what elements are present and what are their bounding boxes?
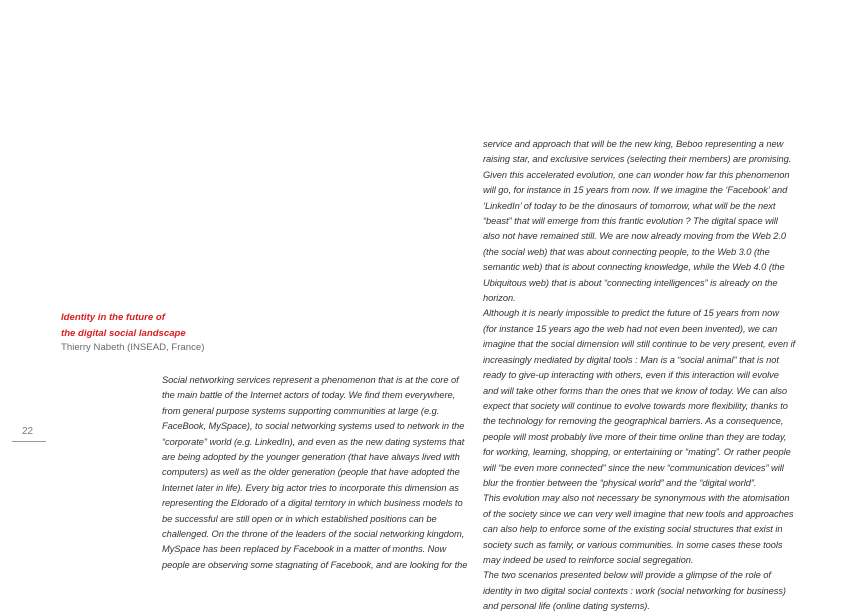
text-line: of the society since we can very well imagine that new tools and approaches — [483, 508, 794, 519]
text-line: may indeed be used to reinforce social segregation. — [483, 554, 694, 565]
text-line: be successful are still open or in which established positions can be — [162, 513, 437, 524]
text-line: also not have remained still. We are now already moving from the Web 2.0 — [483, 231, 787, 242]
text-line: blur the frontier between the “physical world” and the “digital world”. — [483, 477, 757, 488]
text-line: ‘LinkedIn’ of today to be the dinosaurs of tomorrow, what will be the next — [483, 200, 776, 211]
text-line: the main battle of the Internet actors of today. We find them everywhere, — [162, 390, 456, 401]
text-line: increasingly mediated by digital tools : Man is a “social animal” that is not — [483, 354, 779, 365]
text-line: computers) as well as the older generation (people that have adopted the — [162, 467, 460, 478]
text-line: Ubiquitous web) that is about “connecting intelligences” is already on the — [483, 277, 778, 288]
text-line: society such as family, or various communities. In some cases these tools — [483, 539, 783, 550]
text-line: horizon. — [483, 293, 516, 304]
text-line: Although it is nearly impossible to predict the future of 15 years from now — [483, 308, 779, 319]
text-line: FaceBook, MySpace), to social networking systems used to network in the — [162, 421, 465, 432]
text-line: raising star, and exclusive services (selecting their members) are promising. — [483, 154, 792, 165]
article-title-line-1: Identity in the future of — [61, 312, 165, 323]
text-line: and will take other forms than the ones that we know of today. We can also — [483, 385, 787, 396]
text-line: Social networking services represent a phenomenon that is at the core of — [162, 375, 459, 385]
page-number: 22 — [22, 426, 34, 437]
text-line: Internet later in life). Every big actor tries to incorporate this dimension as — [162, 482, 459, 493]
text-line: for working, learning, shopping, or entertaining or “mating”. Or rather people — [483, 447, 791, 458]
text-line: people are observing some stagnating of Facebook, and are looking for the — [162, 559, 468, 570]
text-line: Given this accelerated evolution, one can wonder how far this phenomenon — [483, 169, 790, 180]
text-line: challenged. On the throne of the leaders of the social networking kingdom, — [162, 529, 465, 540]
text-line: (for instance 15 years ago the web had not even been invented), we can — [483, 323, 778, 334]
text-line: representing the Eldorado of a digital territory in which business models to — [162, 498, 463, 509]
text-line: “corporate” world (e.g. LinkedIn), and even as the new dating systems that — [162, 436, 465, 447]
text-line: people will most probably live more of their time online than they are today, — [483, 431, 787, 442]
article-title-line-2: the digital social landscape — [61, 327, 186, 339]
text-line: (the social web) that was about connecting people, to the Web 3.0 (the — [483, 246, 770, 257]
text-line: MySpace has been replaced by Facebook in a matter of months. Now — [162, 544, 447, 555]
text-line: expect that society will continue to evolve towards more flexibility, thanks to — [483, 400, 788, 411]
right-text-column — [483, 137, 801, 615]
article-title — [61, 310, 186, 341]
text-line: identity in two digital social contexts : work (social networking for business) — [483, 585, 786, 596]
page-number-rule — [12, 441, 46, 442]
text-line: imagine that the social dimension will still continue to be very present, even if — [483, 339, 796, 350]
text-line: from general purpose systems supporting communities at large (e.g. — [162, 405, 440, 416]
text-line: ready to give-up interacting with others, even if this interaction will evolve — [483, 370, 779, 381]
text-line: will “be even more connected” since the new “communication devices” will — [483, 462, 784, 473]
text-line: service and approach that will be the new king, Beboo representing a new — [483, 139, 784, 149]
text-line: This evolution may also not necessary be synonymous with the atomisation — [483, 493, 790, 504]
article-author: Thierry Nabeth (INSEAD, France) — [61, 342, 205, 353]
text-line: “beast” that will emerge from this frantic evolution ? The digital space will — [483, 216, 778, 227]
text-line: the technology for removing the geographical barriers. As a consequence, — [483, 416, 784, 427]
text-line: are being adopted by the younger generation (that have always lived with — [162, 452, 460, 463]
text-line: semantic web) that is about connecting knowledge, while the Web 4.0 (the — [483, 262, 785, 273]
left-text-column — [162, 373, 474, 573]
text-line: The two scenarios presented below will provide a glimpse of the role of — [483, 570, 771, 581]
text-line: will go, for instance in 15 years from now. If we imagine the ‘Facebook’ and — [483, 185, 788, 196]
text-line: and personal life (online dating systems). — [483, 601, 650, 612]
text-line: can also help to enforce some of the existing social structures that exist in — [483, 524, 783, 535]
